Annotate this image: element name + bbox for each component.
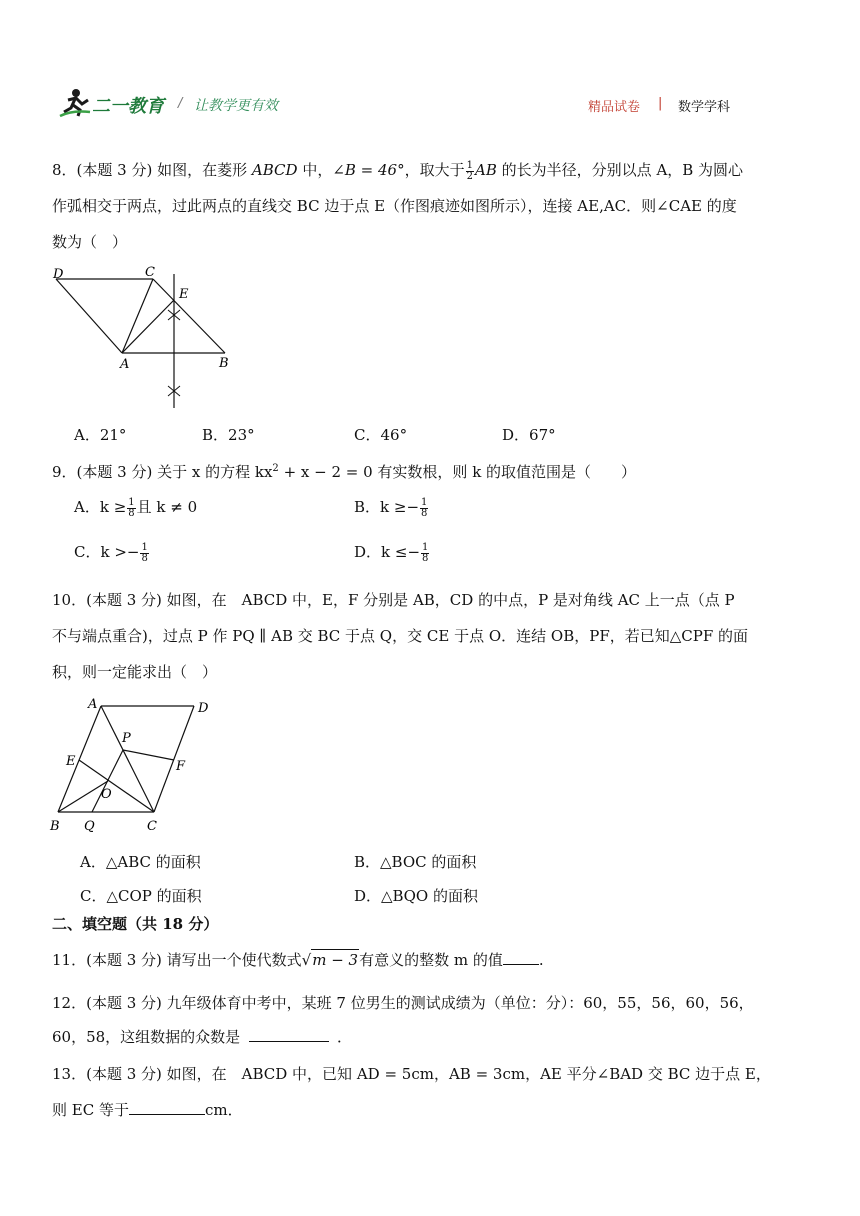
sqrt-icon: √ xyxy=(301,951,312,969)
brand-name: 二一教育 xyxy=(92,96,164,117)
q10-option-d: D．△BQO 的面积 xyxy=(354,887,478,905)
q11-prefix: 11．(本题 3 分) 请写出一个使代数式 xyxy=(52,951,302,969)
q10-option-b: B．△BOC 的面积 xyxy=(354,853,477,871)
q12-line2 xyxy=(52,1027,352,1047)
q10-label-c: C xyxy=(147,819,157,834)
section-title: 二、填空题（共 18 分） xyxy=(52,915,219,933)
q9-option-c-pre: C．k >− xyxy=(74,543,140,561)
header-separator: | xyxy=(658,96,663,111)
q9-d-frac-num: 1 xyxy=(422,541,429,553)
q11-answer-blank[interactable] xyxy=(503,950,539,965)
q11-stem xyxy=(52,949,544,970)
q11-radicand: m − 3 xyxy=(312,951,359,969)
q9-option-d-frac xyxy=(421,543,429,564)
q8-option-d: D．67° xyxy=(502,426,556,444)
q9-option-b-pre: B．k ≥− xyxy=(354,498,420,516)
q8-mid3: 的长为半径，分别以点 xyxy=(501,161,652,179)
q9-tail: + x − 2 = 0 有实数根，则 k 的取值范围是（ ） xyxy=(278,463,637,481)
q8-line3: 数为（ ） xyxy=(52,233,128,251)
q9-option-c xyxy=(74,542,150,564)
q10-label-e: E xyxy=(66,754,76,769)
q9-option-a xyxy=(74,497,197,519)
q12-line2-pre: 60，58，这组数据的众数是 xyxy=(52,1028,241,1046)
q8-line2: 作弧相交于两点，过此两点的直线交 BC 边于点 E（作图痕迹如图所示），连接 AE,AC．则∠CAE 的度 xyxy=(52,197,737,215)
q10-line1: 10．(本题 3 分) 如图，在 ABCD 中，E，F 分别是 AB，CD 的中点，P 是对角线 AC 上一点（点 P xyxy=(52,591,735,609)
q9-b-frac-num: 1 xyxy=(421,496,428,508)
q8-label-c: C xyxy=(145,265,155,280)
q9-option-b xyxy=(354,497,429,519)
q8-frac-den: 2 xyxy=(466,170,473,182)
q10-option-c: C．△COP 的面积 xyxy=(80,887,202,905)
q8-fraction xyxy=(466,161,474,182)
q12-line1: 12．(本题 3 分) 九年级体育中考中，某班 7 位男生的测试成绩为（单位：分）：60，55，56，60，56， xyxy=(52,994,754,1012)
q8-label-d: D xyxy=(53,267,64,282)
q10-label-o: O xyxy=(101,787,112,802)
q9-b-frac-den: 8 xyxy=(421,507,428,519)
q9-option-a-post: 且 k ≠ 0 xyxy=(136,498,198,516)
q9-c-frac-num: 1 xyxy=(141,541,148,553)
q8-label-e: E xyxy=(179,287,189,302)
q10-label-q: Q xyxy=(84,819,95,834)
q8-figure-name: ABCD xyxy=(251,161,298,179)
q9-option-a-frac xyxy=(127,498,135,519)
q8-label-a: A xyxy=(120,357,130,372)
q12-answer-blank[interactable] xyxy=(249,1027,329,1042)
slogan: 让教学更有效 xyxy=(194,98,278,114)
q9-option-c-frac xyxy=(140,543,148,564)
q12-line2-end: ． xyxy=(336,1028,352,1046)
q8-label-b: B xyxy=(219,356,229,371)
q9-option-a-pre: A．k ≥ xyxy=(74,498,127,516)
q9-stem xyxy=(52,459,636,482)
q8-angle: B = 46° xyxy=(344,161,405,179)
slogan-separator: / xyxy=(178,96,183,111)
q9-c-frac-den: 8 xyxy=(141,552,148,564)
q10-label-p: P xyxy=(122,731,131,746)
q9-prefix: 9．(本题 3 分) 关于 x 的方程 kx xyxy=(52,463,273,481)
q10-line3: 积，则一定能求出（ ） xyxy=(52,663,218,681)
q8-tail: A，B 为圆心 xyxy=(656,161,744,179)
q9-exponent: 2 xyxy=(272,463,279,474)
q9-a-frac-den: 8 xyxy=(128,507,135,519)
q10-label-f: F xyxy=(176,759,186,774)
q13-line2 xyxy=(52,1100,243,1120)
q10-label-a: A xyxy=(88,697,98,712)
q13-line1: 13．(本题 3 分) 如图，在 ABCD 中，已知 AD = 5cm，AB = 3cm，AE 平分∠BAD 交 BC 边于点 E， xyxy=(52,1065,771,1083)
q8-mid1: 中，∠ xyxy=(302,161,345,179)
q8-prefix: 8．(本题 3 分) 如图，在菱形 xyxy=(52,161,248,179)
q10-label-d: D xyxy=(198,701,209,716)
q9-option-b-frac xyxy=(420,498,428,519)
q9-option-d xyxy=(354,542,430,564)
q8-option-a: A．21° xyxy=(74,426,127,444)
q10-line2: 不与端点重合)，过点 P 作 PQ ∥ AB 交 BC 于点 Q，交 CE 于点 O．连结 OB，PF，若已知△CPF 的面 xyxy=(52,627,749,645)
q13-answer-blank[interactable] xyxy=(129,1100,205,1115)
q8-option-b: B．23° xyxy=(202,426,255,444)
q8-segment: AB xyxy=(475,161,497,179)
q8-frac-num: 1 xyxy=(466,159,473,171)
q8-figure xyxy=(50,262,240,412)
q10-label-b: B xyxy=(50,819,60,834)
q9-d-frac-den: 8 xyxy=(422,552,429,564)
header-label: 精品试卷 xyxy=(588,100,641,115)
q10-option-a: A．△ABC 的面积 xyxy=(80,853,201,871)
q13-line2-end: cm． xyxy=(204,1101,243,1119)
q10-figure xyxy=(46,694,226,839)
header-subject: 数学学科 xyxy=(678,100,731,115)
q9-a-frac-num: 1 xyxy=(128,496,135,508)
q8-option-c: C．46° xyxy=(354,426,408,444)
q8-mid2: ，取大于 xyxy=(404,161,465,179)
q8-line1 xyxy=(52,160,743,182)
q11-tail: 有意义的整数 m 的值 xyxy=(359,951,503,969)
q13-line2-pre: 则 EC 等于 xyxy=(52,1101,129,1119)
q9-option-d-pre: D．k ≤− xyxy=(354,543,421,561)
q11-end: . xyxy=(538,951,544,969)
